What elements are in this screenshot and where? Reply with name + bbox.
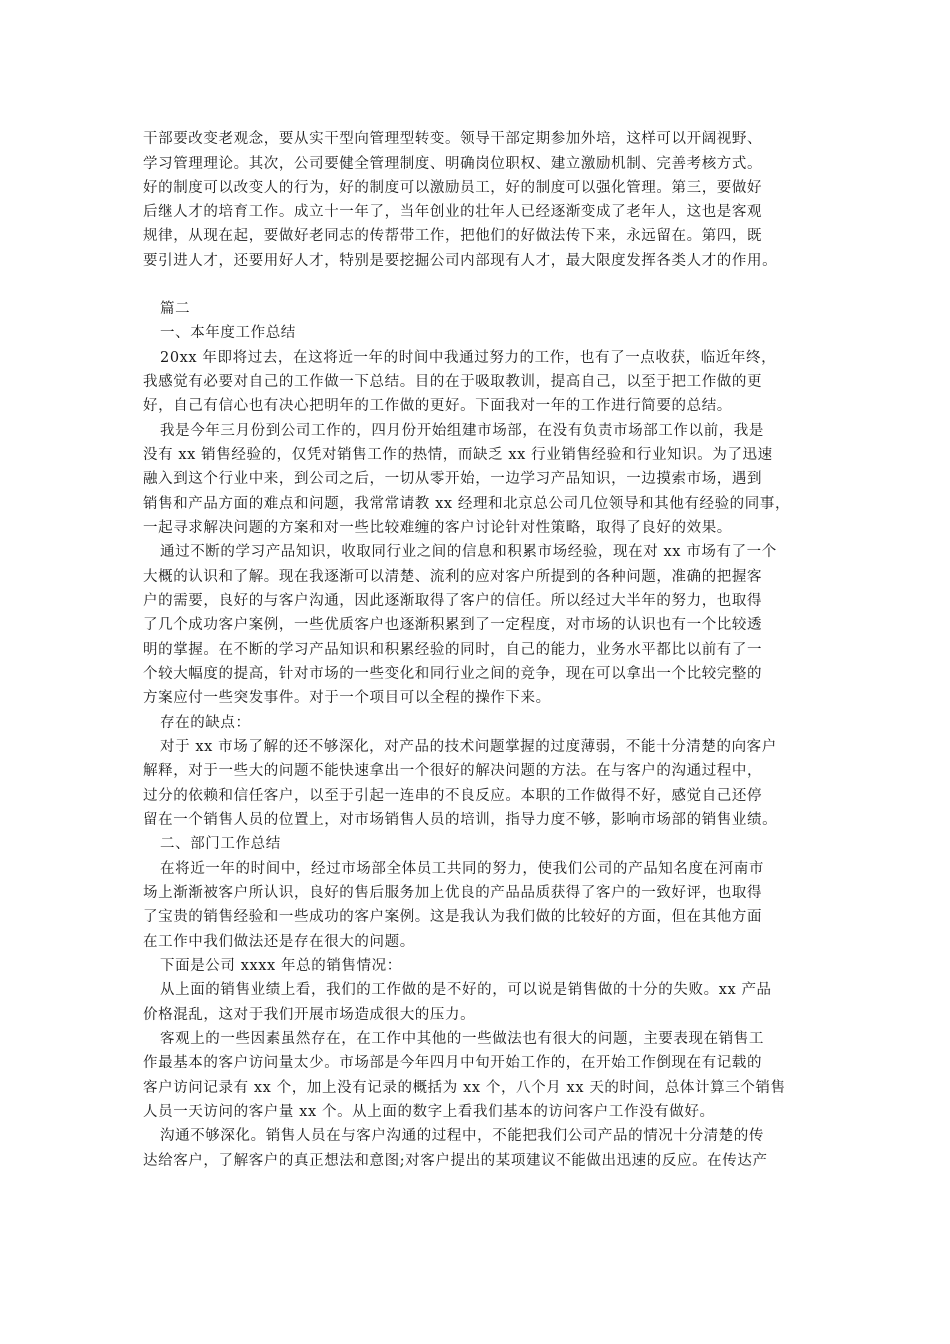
text-line: 规律，从现在起，要做好老同志的传帮带工作，把他们的好做法传下来，永远留在。第四，既 xyxy=(143,228,763,244)
text-line: 客户访问记录有 xx 个，加上没有记录的概括为 xx 个，八个月 xx 天的时间，总体计算三个销售 xyxy=(143,1080,786,1096)
text-line: 了宝贵的销售经验和一些成功的客户案例。这是我认为我们做的比较好的方面，但在其他方面 xyxy=(143,909,763,925)
text-line: 过分的依赖和信任客户，以至于引起一连串的不良反应。本职的工作做得不好，感觉自己还停 xyxy=(143,788,763,804)
text-line: 通过不断的学习产品知识，收取同行业之间的信息和积累市场经验，现在对 xx 市场有了一个 xyxy=(160,544,777,560)
text-line: 留在一个销售人员的位置上，对市场销售人员的培训，指导力度不够，影响市场部的销售业绩。 xyxy=(143,812,778,828)
text-line: 干部要改变老观念，要从实干型向管理型转变。领导干部定期参加外培，这样可以开阔视野、 xyxy=(143,131,763,147)
text-line: 沟通不够深化。销售人员在与客户沟通的过程中，不能把我们公司产品的情况十分清楚的传 xyxy=(160,1128,764,1144)
text-line: 大概的认识和了解。现在我逐渐可以清楚、流利的应对客户所提到的各种问题，准确的把握客 xyxy=(143,569,763,585)
text-line: 解释，对于一些大的问题不能快速拿出一个很好的解决问题的方法。在与客户的沟通过程中， xyxy=(143,763,763,779)
text-line: 好的制度可以改变人的行为，好的制度可以激励员工，好的制度可以强化管理。第三，要做好 xyxy=(143,180,763,196)
text-line: 个较大幅度的提高，针对市场的一些变化和同行业之间的竞争，现在可以拿出一个比较完整的 xyxy=(143,666,763,682)
text-line: 明的掌握。在不断的学习产品知识和积累经验的同时，自己的能力，业务水平都比以前有了一 xyxy=(143,642,763,658)
text-line: 了几个成功客户案例，一些优质客户也逐渐积累到了一定程度，对市场的认识也有一个比较透 xyxy=(143,617,763,633)
text-line: 作最基本的客户访问量太少。市场部是今年四月中旬开始工作的，在开始工作倒现在有记载的 xyxy=(143,1055,763,1071)
text-line: 在工作中我们做法还是存在很大的问题。 xyxy=(143,934,415,950)
text-line: 融入到这个行业中来，到公司之后，一切从零开始，一边学习产品知识，一边摸索市场，遇到 xyxy=(143,471,763,487)
text-line: 没有 xx 销售经验的，仅凭对销售工作的热情，而缺乏 xx 行业销售经验和行业知识。为了迅速 xyxy=(143,447,773,463)
text-line: 人员一天访问的客户量 xx 个。从上面的数字上看我们基本的访问客户工作没有做好。 xyxy=(143,1104,715,1120)
text-line: 价格混乱，这对于我们开展市场造成很大的压力。 xyxy=(143,1007,476,1023)
text-line: 户的需要，良好的与客户沟通，因此逐渐取得了客户的信任。所以经过大半年的努力，也取得 xyxy=(143,593,763,609)
text-line: 达给客户，了解客户的真正想法和意图;对客户提出的某项建议不能做出迅速的反应。在传达产 xyxy=(143,1153,768,1169)
text-line: 一起寻求解决问题的方案和对一些比较难缠的客户讨论针对性策略，取得了良好的效果。 xyxy=(143,520,732,536)
text-line: 从上面的销售业绩上看，我们的工作做的是不好的，可以说是销售做的十分的失败。xx 产品 xyxy=(160,982,772,998)
text-line: 方案应付一些突发事件。对于一个项目可以全程的操作下来。 xyxy=(143,690,551,706)
text-line: 场上渐渐被客户所认识，良好的售后服务加上优良的产品品质获得了客户的一致好评，也取得 xyxy=(143,885,763,901)
text-line: 好，自己有信心也有决心把明年的工作做的更好。下面我对一年的工作进行简要的总结。 xyxy=(143,398,732,414)
text-line: 在将近一年的时间中，经过市场部全体员工共同的努力，使我们公司的产品知名度在河南市 xyxy=(160,861,764,877)
text-line: 下面是公司 xxxx 年总的销售情况： xyxy=(160,958,402,974)
section-heading: 篇二 xyxy=(160,301,191,317)
text-line: 对于 xx 市场了解的还不够深化，对产品的技术问题掌握的过度薄弱，不能十分清楚的向客户 xyxy=(160,739,777,755)
section-heading: 一、本年度工作总结 xyxy=(160,325,296,341)
text-line: 客观上的一些因素虽然存在，在工作中其他的一些做法也有很大的问题，主要表现在销售工 xyxy=(160,1031,764,1047)
section-heading: 二、部门工作总结 xyxy=(160,836,281,852)
text-line: 我是今年三月份到公司工作的，四月份开始组建市场部，在没有负责市场部工作以前，我是 xyxy=(160,423,764,439)
text-line: 学习管理理论。其次，公司要健全管理制度、明确岗位职权、建立激励机制、完善考核方式。 xyxy=(143,156,763,172)
section-heading: 存在的缺点： xyxy=(160,715,251,731)
text-line: 销售和产品方面的难点和问题，我常常请教 xx 经理和北京总公司几位领导和其他有经验的同事， xyxy=(143,496,791,512)
text-line: 20xx 年即将过去，在这将近一年的时间中我通过努力的工作，也有了一点收获，临近年终， xyxy=(160,350,777,366)
text-line: 要引进人才，还要用好人才，特别是要挖掘公司内部现有人才，最大限度发挥各类人才的作用。 xyxy=(143,253,778,269)
text-line: 我感觉有必要对自己的工作做一下总结。目的在于吸取教训，提高自己，以至于把工作做的更 xyxy=(143,374,763,390)
text-line: 后继人才的培育工作。成立十一年了，当年创业的壮年人已经逐渐变成了老年人，这也是客观 xyxy=(143,204,763,220)
